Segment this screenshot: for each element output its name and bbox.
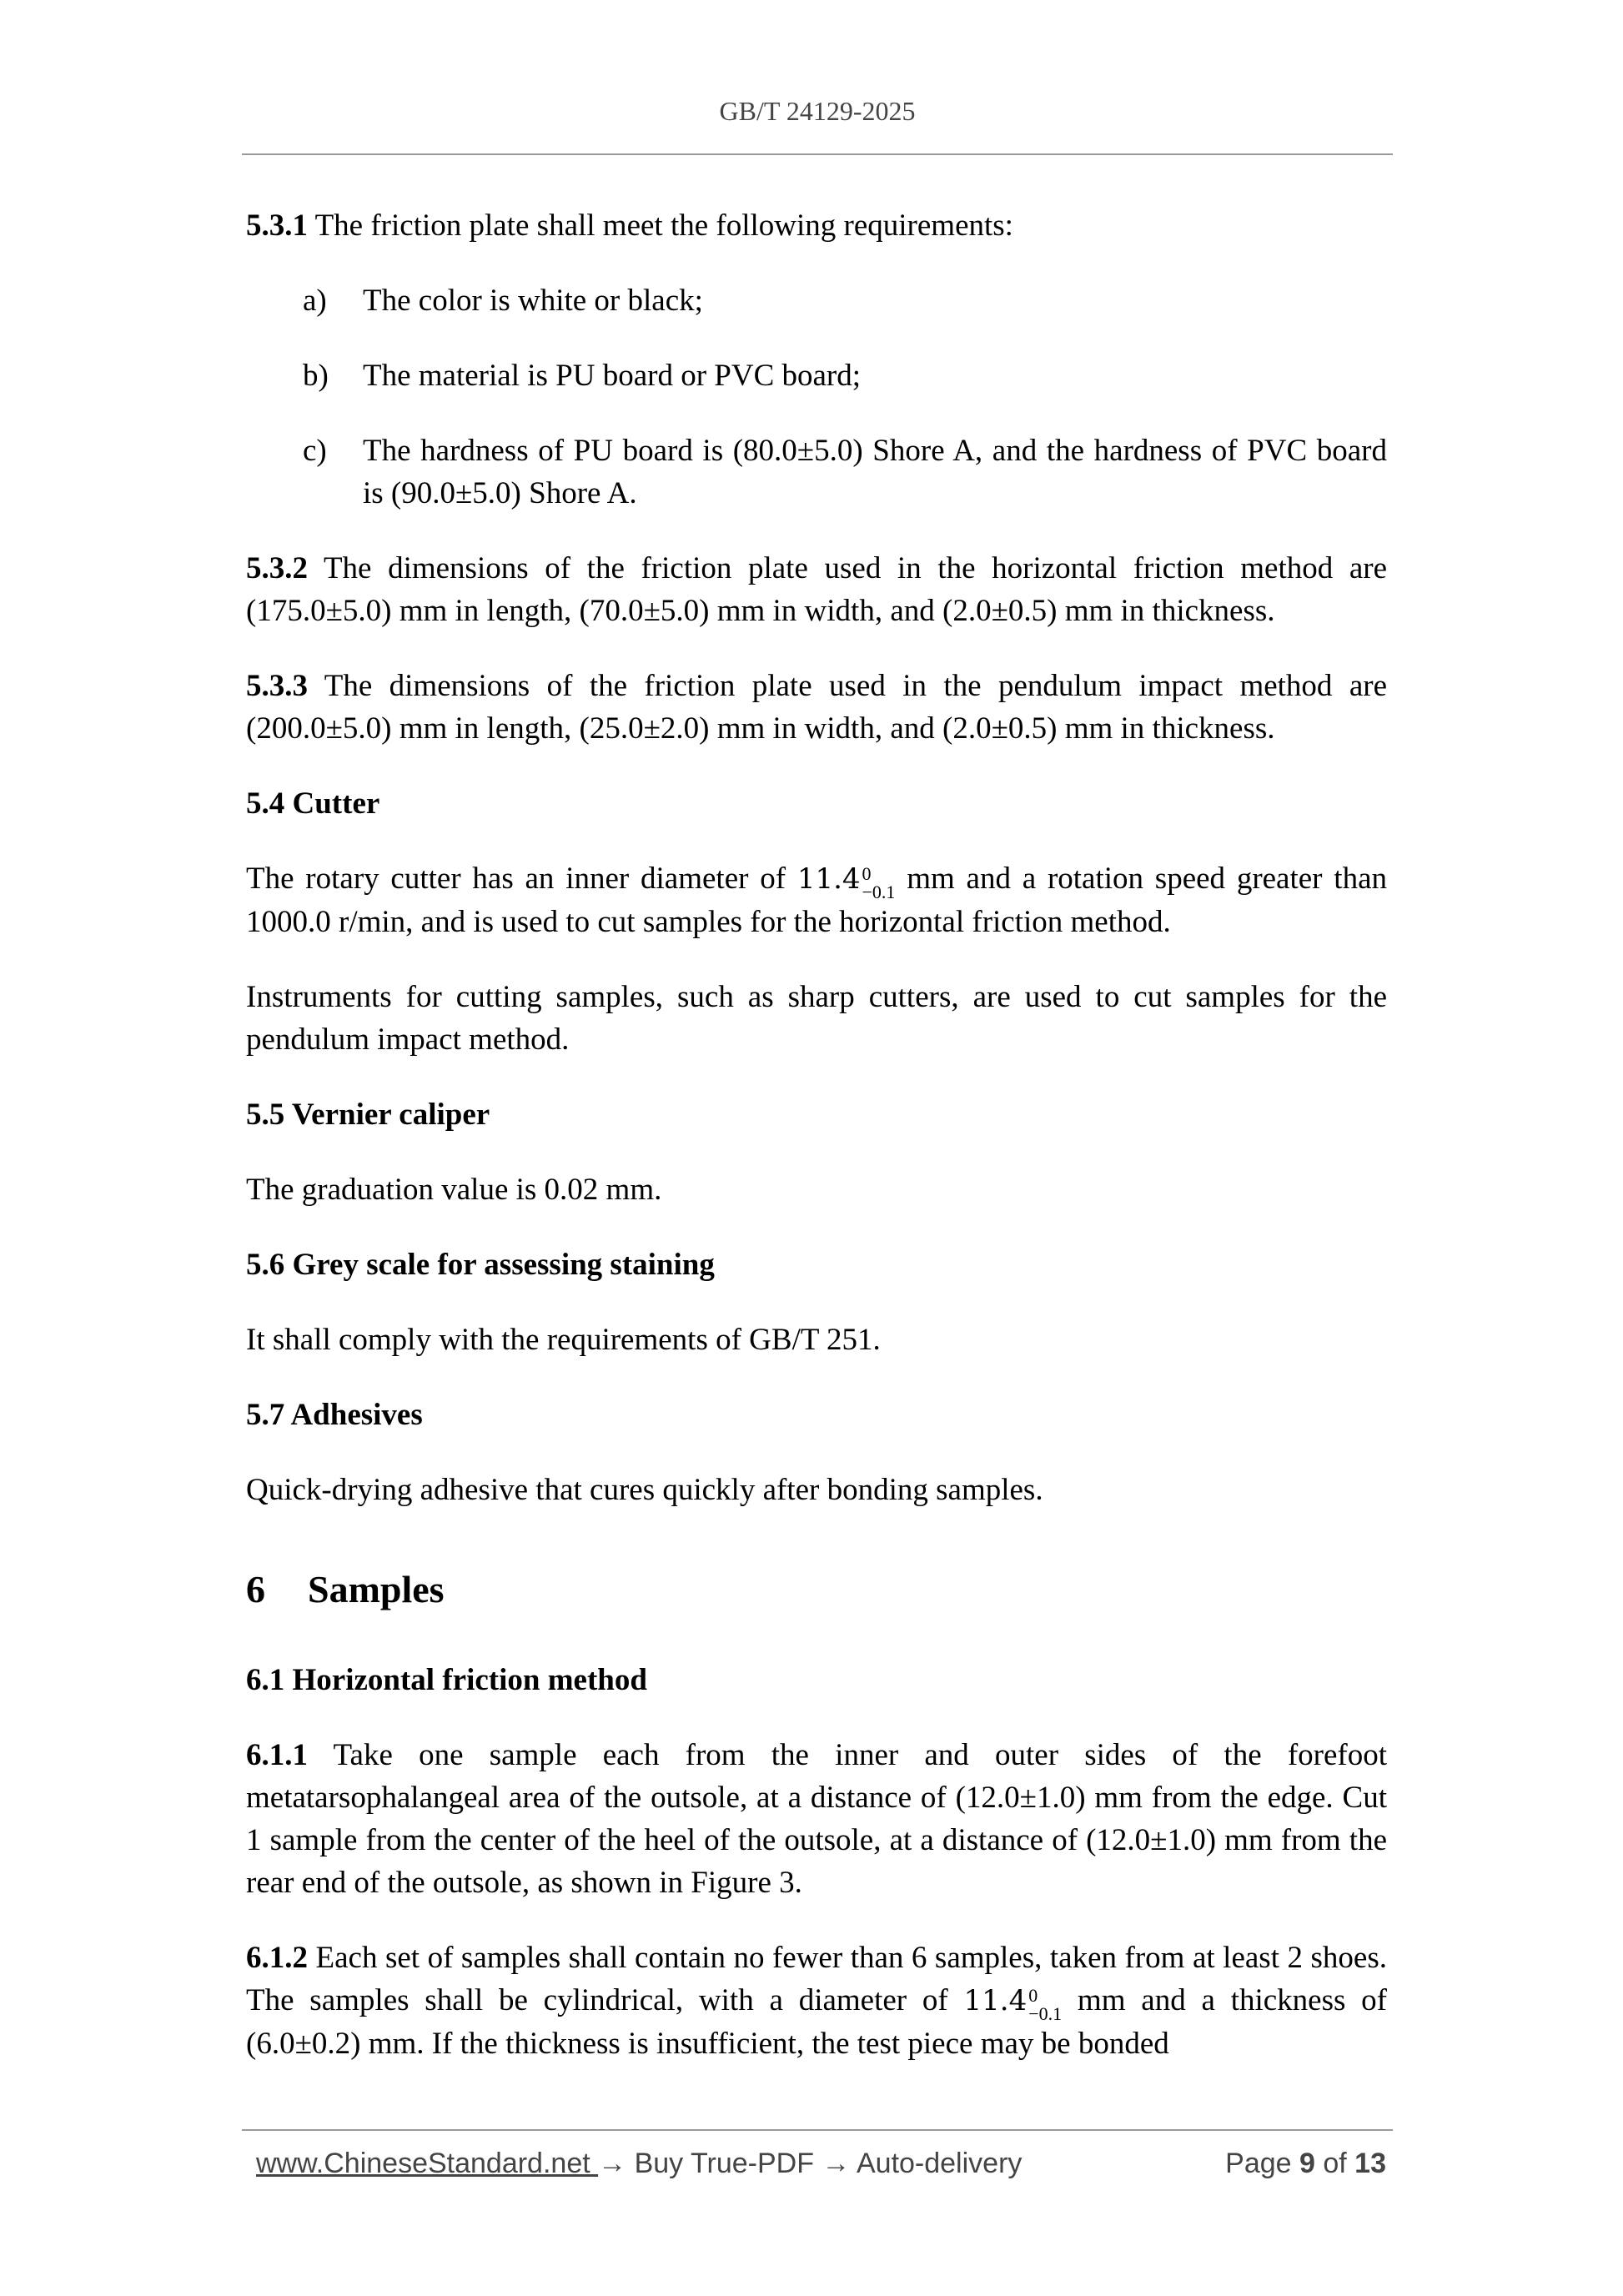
tolerance-lower: −0.1 — [862, 881, 896, 902]
tolerance-upper: 0 — [1028, 1984, 1038, 2006]
page-indicator — [1225, 2148, 1386, 2180]
paragraph-cutter-instruments: Instruments for cutting samples, such as sharp cutters, are used to cut samples for the pendulum impact method. — [246, 980, 1387, 1057]
clause-number: 5.3.2 — [246, 551, 308, 585]
text-run: mm and a thickness of (6.0±0.2) mm. If the thickness is insufficient, the test piece may be bonded — [246, 1983, 1387, 2061]
page-footer — [256, 2148, 1386, 2189]
list-item — [246, 279, 1387, 322]
chapter-number: 6 — [246, 1568, 265, 1610]
text-run: mm and a rotation speed greater than 1000.0 r/min, and is used to cut samples for the horizontal friction method. — [246, 862, 1387, 939]
clause-number: 5.3.1 — [246, 208, 308, 243]
heading-5-7: 5.7 Adhesives — [246, 1398, 423, 1432]
clause-number: 6.1.2 — [246, 1941, 308, 1975]
diameter-value: 11.4 — [796, 862, 861, 896]
text-run: The rotary cutter has an inner diameter of — [246, 862, 797, 896]
page-total: 13 — [1354, 2148, 1386, 2179]
page-label: Page — [1225, 2148, 1299, 2179]
list-text: The color is white or black; — [363, 284, 703, 318]
chapter-title: Samples — [308, 1568, 445, 1610]
paragraph-cutter-rotary — [246, 857, 1387, 943]
paragraph-vernier: The graduation value is 0.02 mm. — [246, 1173, 662, 1207]
list-marker: c) — [303, 434, 327, 468]
page-number: 9 — [1299, 2148, 1315, 2179]
footer-links — [256, 2148, 1022, 2180]
heading-5-6: 5.6 Grey scale for assessing staining — [246, 1248, 715, 1282]
list-text: The material is PU board or PVC board; — [363, 359, 862, 393]
diameter-value: 11.4 — [963, 1984, 1028, 2017]
list-text: The hardness of PU board is (80.0±5.0) Shore A, and the hardness of PVC board is (90.0±5.0) Shore A. — [363, 434, 1387, 510]
of-label: of — [1314, 2148, 1355, 2179]
page-content — [246, 204, 1387, 2098]
list-marker: b) — [303, 359, 329, 393]
clause-number: 6.1.1 — [246, 1738, 308, 1772]
clause-number: 5.3.3 — [246, 669, 308, 703]
clause-6-1-1 — [246, 1734, 1387, 1904]
list-item — [246, 430, 1387, 515]
heading-6-1: 6.1 Horizontal friction method — [246, 1663, 647, 1697]
clause-5-3-3 — [246, 665, 1387, 750]
text-run: Each set of samples shall contain no fewer than 6 samples, taken from at least 2 shoes. The samples shall be cylindrical, with a diameter of — [246, 1941, 1387, 2017]
clause-text: The dimensions of the friction plate used in the pendulum impact method are (200.0±5.0) mm in length, (25.0±2.0) mm in width, and (2.0±0.5) mm in thickness. — [246, 669, 1387, 746]
clause-text: The dimensions of the friction plate used in the horizontal friction method are (175.0±5.0) mm in length, (70.0±5.0) mm in width, and (2.0±0.5) mm in thickness. — [246, 551, 1387, 628]
tolerance-upper: 0 — [862, 862, 872, 884]
list-item — [246, 354, 1387, 397]
website-link[interactable]: www.ChineseStandard.net — [256, 2148, 599, 2179]
paragraph-adhesives: Quick-drying adhesive that cures quickly after bonding samples. — [246, 1473, 1043, 1507]
clause-5-3-1 — [246, 204, 1387, 247]
clause-5-3-2 — [246, 547, 1387, 632]
tolerance — [862, 862, 896, 902]
paragraph-grey-scale: It shall comply with the requirements of GB/T 251. — [246, 1323, 881, 1357]
header-divider — [242, 153, 1393, 155]
clause-text: The friction plate shall meet the following requirements: — [308, 208, 1013, 243]
clause-6-1-2 — [246, 1937, 1387, 2065]
heading-5-5: 5.5 Vernier caliper — [246, 1098, 490, 1132]
footer-divider — [242, 2129, 1393, 2131]
buy-text: → Buy True-PDF → Auto-delivery — [598, 2148, 1023, 2179]
chapter-heading-6 — [246, 1566, 1387, 1613]
tolerance — [1028, 1984, 1063, 2024]
heading-5-4: 5.4 Cutter — [246, 786, 380, 821]
tolerance-lower: −0.1 — [1028, 2002, 1063, 2024]
clause-text: Take one sample each from the inner and outer sides of the forefoot metatarsophalangeal area of the outsole, at a distance of (12.0±1.0) mm from the edge. Cut 1 sample from the center of the heel of the outsole, at a distance of (12.0±1.0) mm from the rear end of the outsole, as shown in Figure 3. — [246, 1738, 1387, 1900]
list-marker: a) — [303, 284, 327, 318]
document-header: GB/T 24129-2025 — [719, 96, 916, 126]
